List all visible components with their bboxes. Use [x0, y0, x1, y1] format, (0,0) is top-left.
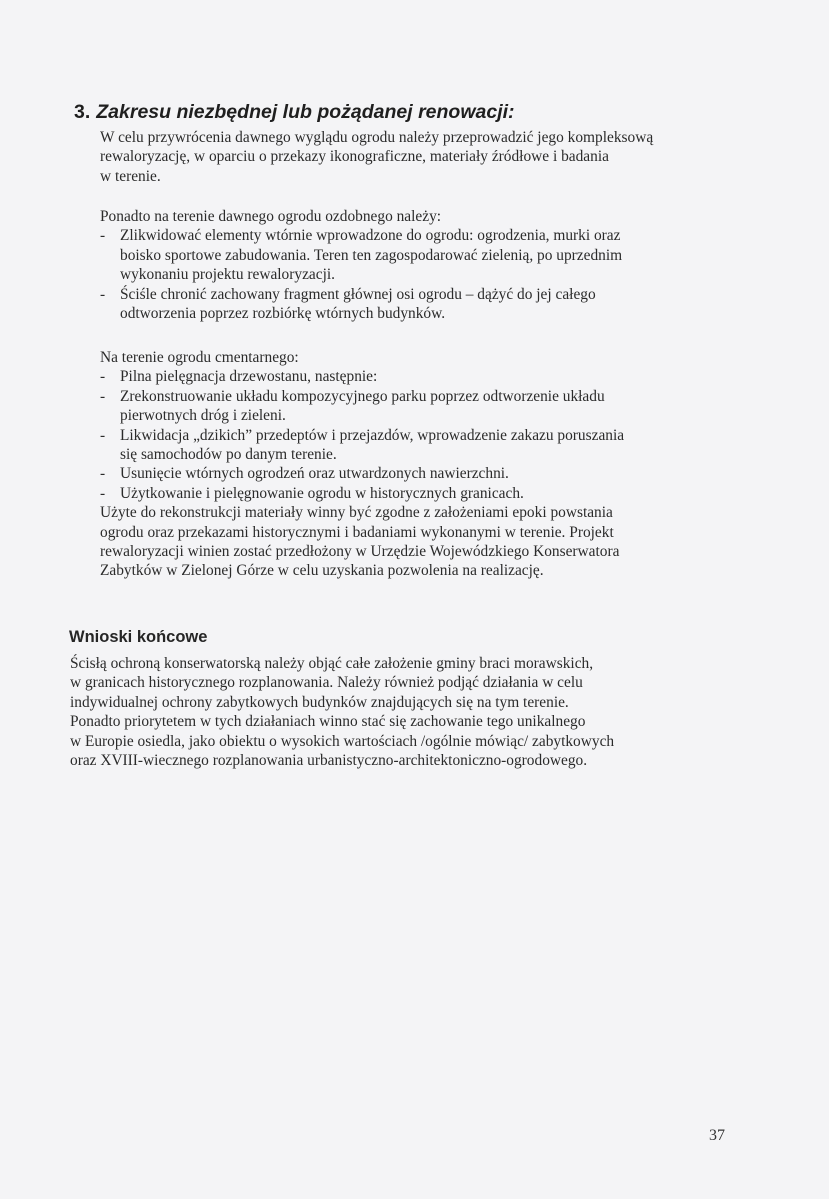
paragraph-line: Ścisłą ochroną konserwatorską należy objąć całe założenie gminy braci morawskich, [70, 655, 594, 672]
list-dash: - [100, 387, 106, 405]
list-item-line: boisko sportowe zabudowania. Teren ten zagospodarować zielenią, po uprzednim [120, 246, 623, 264]
list-dash: - [100, 465, 106, 483]
list-dash: - [100, 368, 106, 386]
list-item-line: Użytkowanie i pielęgnowanie ogrodu w historycznych granicach. [120, 484, 524, 502]
list-item [100, 387, 740, 426]
paragraph-line: W celu przywrócenia dawnego wyglądu ogrodu należy przeprowadzić jego kompleksową [100, 129, 654, 146]
ornamental-garden-list [100, 226, 740, 323]
paragraph-line: Ponadto priorytetem w tych działaniach winno stać się zachowanie tego unikalnego [70, 713, 586, 731]
list-item [100, 226, 740, 284]
list-item-line: wykonaniu projektu rewaloryzacji. [120, 266, 335, 284]
ornamental-garden-section [100, 207, 740, 323]
list-item [100, 426, 740, 465]
paragraph-line: Zabytków w Zielonej Górze w celu uzyskania pozwolenia na realizację. [100, 562, 544, 580]
cemetery-garden-section [100, 348, 740, 581]
list-item [100, 367, 740, 386]
list-item-line: Ściśle chronić zachowany fragment głównej osi ogrodu – dążyć do jej całego [120, 285, 596, 303]
conclusions-heading: Wnioski końcowe [69, 628, 208, 646]
paragraph-line: indywidualnej ochrony zabytkowych budynków znajdujących się na tym terenie. [70, 693, 569, 711]
ornamental-garden-intro: Ponadto na terenie dawnego ogrodu ozdobnego należy: [100, 208, 442, 225]
list-dash: - [100, 285, 106, 303]
cemetery-garden-intro: Na terenie ogrodu cmentarnego: [100, 349, 299, 366]
list-item-line: Zlikwidować elementy wtórnie wprowadzone do ogrodu: ogrodzenia, murki oraz [120, 227, 621, 245]
paragraph-line: Użyte do rekonstrukcji materiały winny być zgodne z założeniami epoki powstania [100, 504, 613, 522]
paragraph-line: rewaloryzację, w oparciu o przekazy ikonograficzne, materiały źródłowe i badania [100, 148, 609, 166]
section-3-title: Zakresu niezbędnej lub pożądanej renowacji: [96, 101, 515, 123]
list-item [100, 464, 740, 483]
page-number: 37 [709, 1127, 725, 1144]
list-item-line: Zrekonstruowanie układu kompozycyjnego parku poprzez odtworzenie układu [120, 387, 605, 405]
paragraph-line: w terenie. [100, 167, 161, 185]
section-3-intro-paragraph [100, 128, 740, 186]
list-item [100, 285, 740, 324]
section-3-number: 3. [74, 101, 91, 123]
paragraph-line: rewaloryzacji winien zostać przedłożony w Urzędzie Wojewódzkiego Konserwatora [100, 543, 620, 561]
list-dash: - [100, 484, 106, 502]
cemetery-garden-list [100, 367, 740, 503]
list-dash: - [100, 227, 106, 245]
paragraph-line: ogrodu oraz przekazami historycznymi i badaniami wykonanymi w terenie. Projekt [100, 523, 614, 541]
paragraph-line: oraz XVIII-wiecznego rozplanowania urbanistyczno-architektoniczno-ogrodowego. [70, 752, 588, 770]
list-item-line: Pilna pielęgnacja drzewostanu, następnie: [120, 368, 378, 386]
section-3-heading [74, 101, 515, 124]
list-item [100, 484, 740, 503]
list-item-line: pierwotnych dróg i zieleni. [120, 407, 286, 425]
list-item-line: odtworzenia poprzez rozbiórkę wtórnych budynków. [120, 305, 446, 323]
list-item-line: się samochodów po danym terenie. [120, 446, 337, 464]
conclusions-paragraph [70, 654, 750, 770]
list-dash: - [100, 426, 106, 444]
paragraph-line: w granicach historycznego rozplanowania. Należy również podjąć działania w celu [70, 674, 583, 692]
list-item-line: Usunięcie wtórnych ogrodzeń oraz utwardzonych nawierzchni. [120, 465, 509, 483]
list-item-line: Likwidacja „dzikich” przedeptów i przejazdów, wprowadzenie zakazu poruszania [120, 426, 625, 444]
paragraph-line: w Europie osiedla, jako obiektu o wysokich wartościach /ogólnie mówiąc/ zabytkowych [70, 732, 615, 750]
